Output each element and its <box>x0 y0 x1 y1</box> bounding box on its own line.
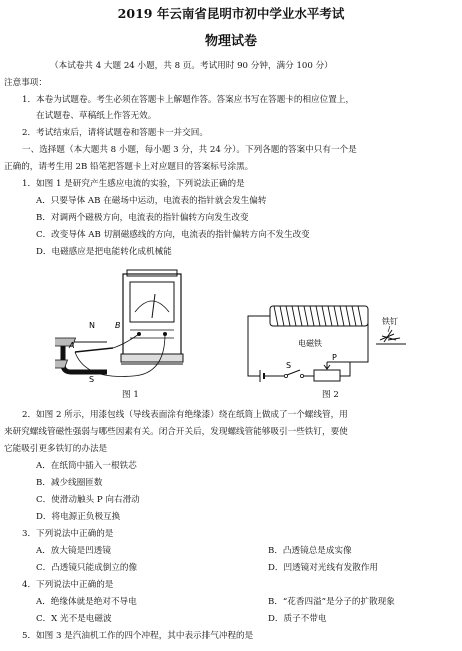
fig2-label-s: S <box>286 361 292 370</box>
q2-stem-cont-1: 来研究螺线管磁性强弱与哪些因素有关。闭合开关后，发现螺线管能够吸引一些铁钉，要使 <box>4 427 348 437</box>
figure-2-electromagnet-circuit <box>240 300 430 386</box>
notes-heading: 注意事项： <box>4 78 47 88</box>
q4-option-c: C．X 光不是电磁波 <box>36 614 112 624</box>
q2-option-d: D．将电源正负极互换 <box>36 512 121 522</box>
q3-option-b: B．凸透镜总是成实像 <box>268 546 352 556</box>
q4-stem: 4．下列说法中正确的是 <box>22 580 114 590</box>
q2-option-b: B．减少线圈匝数 <box>36 478 103 488</box>
q1-option-b: B．对调两个磁极方向，电流表的指针偏转方向发生改变 <box>36 213 249 223</box>
exam-info: （本试卷共 4 大题 24 小题，共 8 页。考试用时 90 分钟，满分 100 分） <box>50 61 333 71</box>
q3-stem: 3．下列说法中正确的是 <box>22 529 114 539</box>
q1-option-a: A．只要导体 AB 在磁场中运动，电流表的指针就会发生偏转 <box>36 196 267 206</box>
q4-option-d: D．质子不带电 <box>268 614 327 624</box>
note-item-2: 2．考试结束后，请将试题卷和答题卡一并交回。 <box>22 128 208 138</box>
q3-option-d: D．凹透镜对光线有发散作用 <box>268 563 379 573</box>
fig2-label-electromagnet: 电磁铁 <box>298 339 322 348</box>
note-item-1: 1．本卷为试题卷。考生必须在答题卡上解题作答。答案应书写在答题卡的相应位置上， <box>22 95 355 105</box>
fig1-label-b: B <box>115 321 121 330</box>
subject-title: 物理试卷 <box>204 34 257 49</box>
fig1-label-a: A <box>69 341 75 350</box>
q2-stem: 2．如图 2 所示，用漆包线（导线表面涂有绝缘漆）绕在纸筒上做成了一个螺线管，用 <box>22 410 348 420</box>
fig2-label-nail: 铁钉 <box>382 317 398 326</box>
exam-title: 2019 年云南省昆明市初中学业水平考试 <box>117 6 345 21</box>
section1-intro-cont: 正确的，请考生用 2B 铅笔把答题卡上对应题目的答案标号涂黑。 <box>4 162 254 172</box>
q1-option-d: D．电磁感应是把电能转化成机械能 <box>36 247 172 257</box>
figure-2-caption: 图 2 <box>322 390 339 400</box>
q4-option-a: A．绝缘体就是绝对不导电 <box>36 597 137 607</box>
q3-option-a: A．放大镜是凹透镜 <box>36 546 111 556</box>
section1-intro: 一、选择题（本大题共 8 小题，每小题 3 分，共 24 分）。下列各题的答案中只有一个是 <box>22 145 357 155</box>
q4-option-b: B．“花香四溢”是分子的扩散现象 <box>268 597 395 607</box>
fig2-label-p: P <box>332 353 337 362</box>
fig1-label-s: S <box>89 375 95 384</box>
note-item-1-cont: 在试题卷、草稿纸上作答无效。 <box>36 111 157 121</box>
figure-1-induction-apparatus <box>55 268 215 386</box>
q2-option-a: A．在纸筒中插入一根铁芯 <box>36 461 137 471</box>
q2-option-c: C．使滑动触头 P 向右滑动 <box>36 495 140 505</box>
q2-stem-cont-2: 它能吸引更多铁钉的办法是 <box>4 444 108 454</box>
figure-1-caption: 图 1 <box>122 390 139 400</box>
q5-stem: 5．如图 3 是汽油机工作的四个冲程，其中表示排气冲程的是 <box>22 631 254 641</box>
q1-option-c: C．改变导体 AB 切割磁感线的方向，电流表的指针偏转方向不发生改变 <box>36 230 310 240</box>
fig1-label-n: N <box>89 321 95 330</box>
q1-stem: 1．如图 1 是研究产生感应电流的实验，下列说法正确的是 <box>22 179 245 189</box>
q3-option-c: C．凸透镜只能成倒立的像 <box>36 563 138 573</box>
